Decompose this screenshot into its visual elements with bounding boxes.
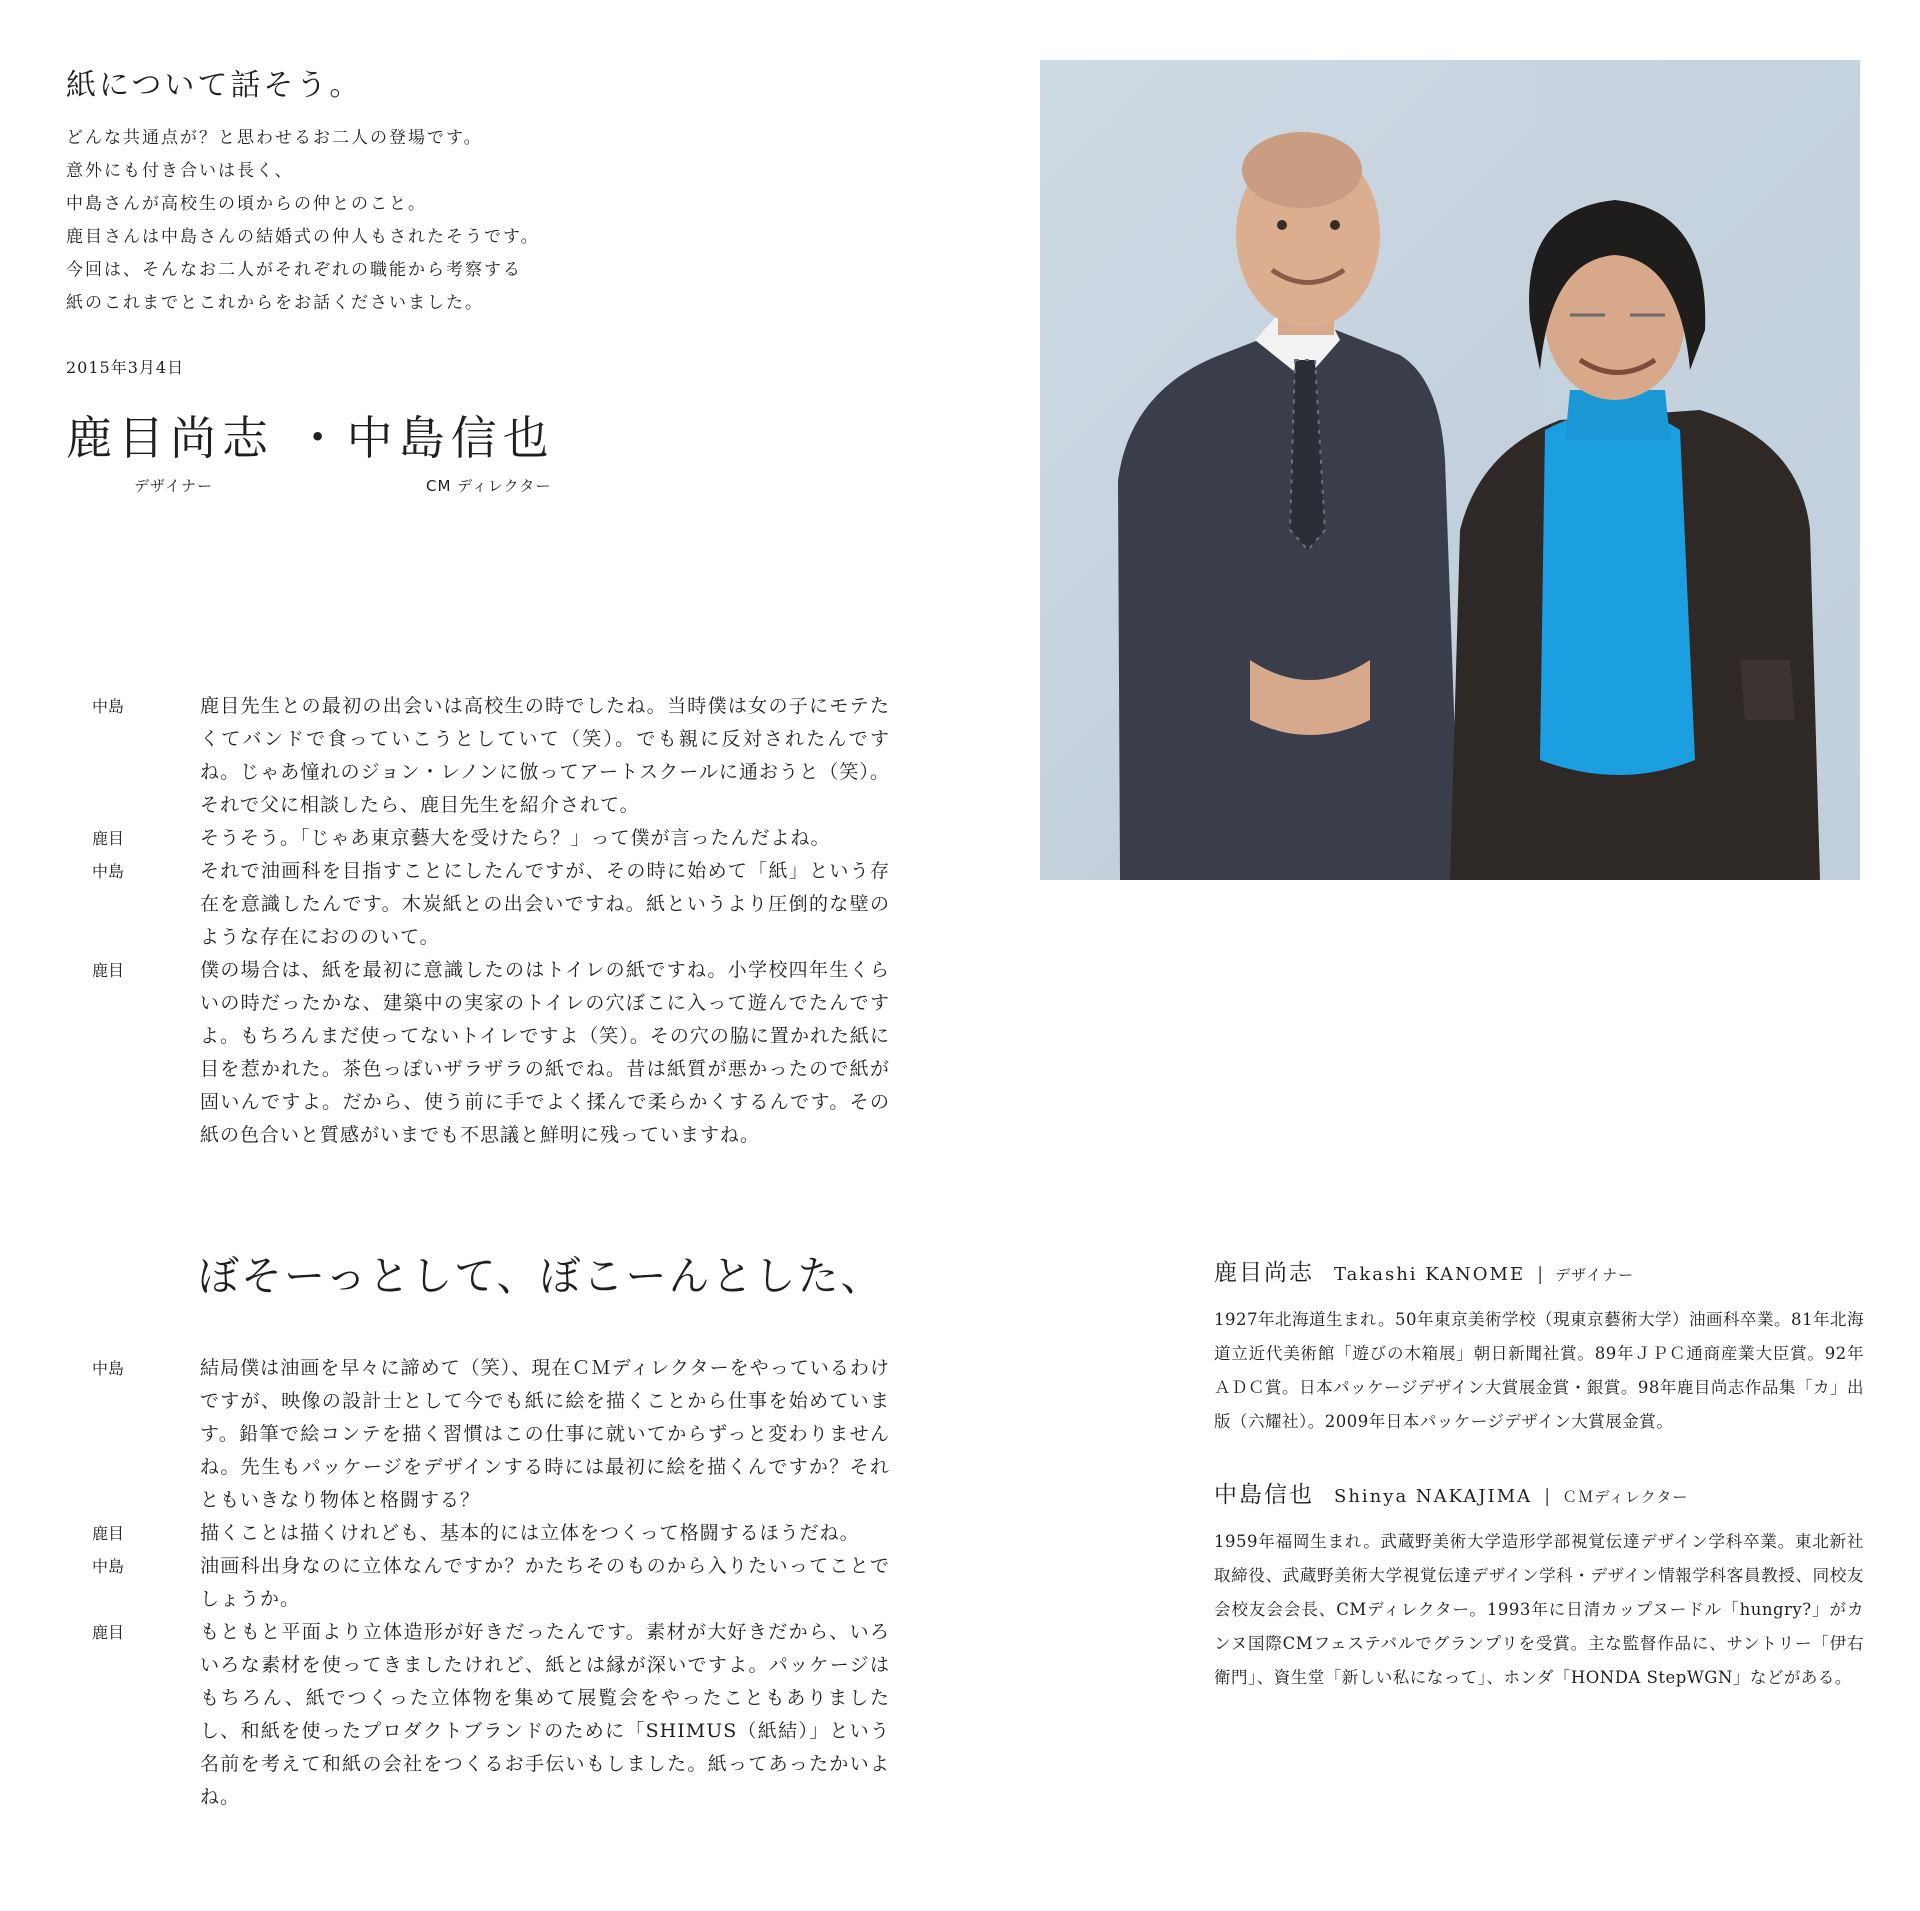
section-heading: ぼそーっとして、ぼこーんとした、	[198, 1252, 884, 1300]
speaker-label: 鹿目	[92, 1623, 125, 1642]
dialogue-section-2	[92, 1352, 892, 1814]
speaker-label: 鹿目	[92, 829, 125, 848]
dialogue-turn	[92, 954, 892, 1152]
profile-nakajima	[1214, 1475, 1864, 1695]
speaker-label: 中島	[92, 697, 125, 716]
intro-line: 鹿目さんは中島さんの結婚式の仲人もされたそうです。	[66, 227, 540, 247]
intro-line: 今回は、そんなお二人がそれぞれの職能から考察する	[66, 260, 522, 280]
profile-role: ＣＭディレクター	[1562, 1488, 1689, 1506]
speech-text: それで油画科を目指すことにしたんですが、その時に始めて「紙」という存在を意識したんです。木炭紙との出会いですね。紙というより圧倒的な壁のような存在におののいて。	[200, 860, 890, 948]
dialogue-section-1	[92, 690, 892, 1152]
intro-line: 意外にも付き合いは長く、	[66, 161, 294, 181]
profile-separator: |	[1544, 1486, 1551, 1507]
profile-header	[1214, 1253, 1864, 1295]
speaker-label: 中島	[92, 1359, 125, 1378]
speaker-label: 中島	[92, 862, 125, 881]
dialogue-turn	[92, 1517, 892, 1550]
portrait-photo-icon	[1040, 60, 1860, 880]
speech-text: 油画科出身なのに立体なんですか？かたちそのものから入りたいってことでしょうか。	[200, 1555, 890, 1610]
guest-role-kanome: デザイナー	[134, 477, 213, 495]
intro-line: どんな共通点が？と思わせるお二人の登場です。	[66, 128, 483, 148]
speech-text: もともと平面より立体造形が好きだったんです。素材が大好きだから、いろいろな素材を使ってきましたけれど、紙とは縁が深いですよ。パッケージはもちろん、紙でつくった立体物を集めて展覧会をやったこともありましたし、和紙を使ったプロダクトブランドのために「SHIMUS（紙結）」という名前を考えて和紙の会社をつくるお手伝いもしました。紙ってあったかいよね。	[200, 1621, 890, 1808]
dialogue-turn	[92, 1550, 892, 1616]
profile-name: 鹿目尚志	[1214, 1260, 1314, 1286]
profile-roman-name: Shinya NAKAJIMA	[1334, 1486, 1533, 1507]
speech-text: 結局僕は油画を早々に諦めて（笑）、現在ＣＭディレクターをやっているわけですが、映像の設計士として今でも紙に絵を描くことから仕事を始めています。鉛筆で絵コンテを描く習慣はこの仕事に就いてからずっと変わりませんね。先生もパッケージをデザインする時には最初に絵を描くんですか？それともいきなり物体と格闘する？	[200, 1357, 890, 1511]
intro-line: 中島さんが高校生の頃からの仲とのこと。	[66, 194, 427, 214]
speaker-label: 鹿目	[92, 961, 125, 980]
page-title: 紙について話そう。	[66, 68, 363, 103]
portrait-illustration	[1040, 60, 1860, 880]
speaker-label: 鹿目	[92, 1524, 125, 1543]
profile-role: デザイナー	[1555, 1266, 1635, 1284]
profile-name: 中島信也	[1214, 1482, 1314, 1508]
dialogue-turn	[92, 855, 892, 954]
dialogue-turn	[92, 1352, 892, 1517]
speech-text: 鹿目先生との最初の出会いは高校生の時でしたね。当時僕は女の子にモテたくてバンドで食っていこうとしていて（笑）。でも親に反対されたんですね。じゃあ憧れのジョン・レノンに倣ってアートスクールに通おうと（笑）。それで父に相談したら、鹿目先生を紹介されて。	[200, 695, 890, 816]
profile-header	[1214, 1475, 1864, 1517]
publish-date: 2015年3月4日	[66, 358, 185, 377]
speech-text: 僕の場合は、紙を最初に意識したのはトイレの紙ですね。小学校四年生くらいの時だったかな、建築中の実家のトイレの穴ぼこに入って遊んでたんですよ。もちろんまだ使ってないトイレですよ（笑）。その穴の脇に置かれた紙に目を惹かれた。茶色っぽいザラザラの紙でね。昔は紙質が悪かったので紙が固いんですよ。だから、使う前に手でよく揉んで柔らかくするんです。その紙の色合いと質感がいまでも不思議と鮮明に残っていますね。	[200, 959, 890, 1146]
dialogue-turn	[92, 1616, 892, 1814]
speaker-label: 中島	[92, 1557, 125, 1576]
profile-kanome	[1214, 1253, 1864, 1439]
intro-line: 紙のこれまでとこれからをお話くださいました。	[66, 293, 484, 313]
guest-names: 鹿目尚志 ・中島信也	[66, 411, 555, 465]
profile-bio: 1927年北海道生まれ。50年東京美術学校（現東京藝術大学）油画科卒業。81年北海道立近代美術館「遊びの木箱展」朝日新聞社賞。89年ＪＰＣ通商産業大臣賞。92年ＡＤＣ賞。日本パッケージデザイン大賞展金賞・銀賞。98年鹿目尚志作品集「カ」出版（六耀社）。2009年日本パッケージデザイン大賞展金賞。	[1214, 1310, 1864, 1431]
dialogue-turn	[92, 690, 892, 822]
guest-role-nakajima: CM ディレクター	[426, 477, 552, 495]
speech-text: そうそう。「じゃあ東京藝大を受けたら？」って僕が言ったんだよね。	[200, 827, 831, 849]
profile-separator: |	[1537, 1264, 1544, 1285]
dialogue-turn	[92, 822, 892, 855]
speech-text: 描くことは描くけれども、基本的には立体をつくって格闘するほうだね。	[200, 1522, 860, 1544]
profile-bio: 1959年福岡生まれ。武蔵野美術大学造形学部視覚伝達デザイン学科卒業。東北新社取締役、武蔵野美術大学視覚伝達デザイン学科・デザイン情報学科客員教授、同校友会校友会会長、CMディレクター。1993年に日清カップヌードル「hungry?」がカンヌ国際CMフェステバルでグランプリを受賞。主な監督作品に、サントリー「伊右衛門」、資生堂「新しい私になって」、ホンダ「HONDA StepWGN」などがある。	[1214, 1532, 1864, 1687]
profile-roman-name: Takashi KANOME	[1334, 1264, 1526, 1285]
intro-text	[66, 122, 626, 320]
